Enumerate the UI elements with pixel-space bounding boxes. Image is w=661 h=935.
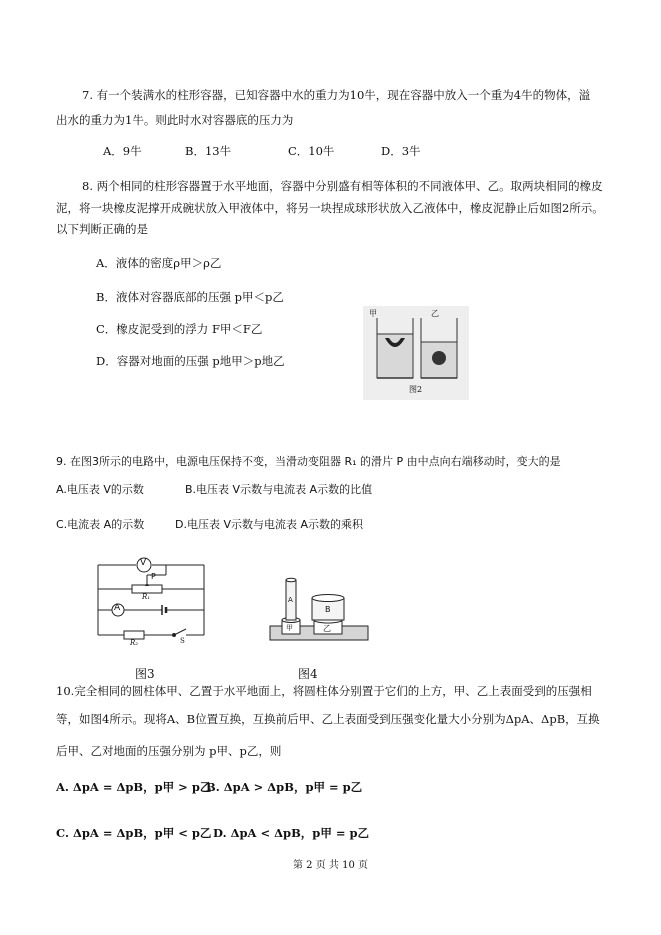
q9-stem: 9. 在图3所示的电路中，电源电压保持不变，当滑动变阻器 R₁ 的滑片 P 由中点向右端移动时，变大的是	[56, 455, 561, 468]
voltmeter-label: V	[140, 558, 147, 568]
circuit-drawing	[94, 555, 209, 645]
q7-option-c: C．10牛	[288, 144, 335, 158]
page-footer: 第 2 页 共 10 页	[293, 860, 368, 871]
q8-option-c: C．橡皮泥受到的浮力 F甲＜F乙	[96, 322, 263, 336]
q8-stem-line2: 泥，将一块橡皮泥撑开成碗状放入甲液体中，将另一块捏成球形状放入乙液体中，橡皮泥静止后如图2所示。	[56, 201, 604, 215]
q10-option-b: B. ΔpA > ΔpB，p甲 = p乙	[206, 780, 363, 794]
q8-stem-line3: 以下判断正确的是	[56, 222, 148, 236]
q9-option-a: A.电压表 V的示数	[56, 483, 144, 496]
q9-option-b: B.电压表 V示数与电流表 A示数的比值	[185, 483, 373, 496]
base-yi-label: 乙	[323, 624, 331, 633]
slider-label: P	[151, 572, 156, 581]
figure-4-cylinders	[268, 574, 370, 644]
ammeter-label: A	[114, 603, 121, 613]
figure-3-caption: 图3	[135, 667, 155, 681]
switch-label: S	[180, 637, 185, 645]
q9-option-c: C.电流表 A的示数	[56, 518, 145, 531]
cylinders-drawing	[268, 574, 370, 644]
r1-label: R₁	[142, 593, 151, 601]
q10-stem-line1: 10.完全相同的圆柱体甲、乙置于水平地面上，将圆柱体分别置于它们的上方，甲、乙上表面受到的压强相	[56, 684, 592, 698]
q8-option-a: A．液体的密度ρ甲＞ρ乙	[96, 256, 222, 270]
q7-stem-line1: 7. 有一个装满水的柱形容器，已知容器中水的重力为10牛，现在容器中放入一个重为4牛的物体，溢	[82, 88, 591, 102]
q8-option-b: B．液体对容器底部的压强 p甲＜p乙	[96, 290, 284, 304]
q8-option-d: D．容器对地面的压强 p地甲＞p地乙	[96, 354, 285, 368]
fig2-label-right: 乙	[431, 309, 439, 318]
q7-stem-line2: 出水的重力为1牛。则此时水对容器底的压力为	[56, 113, 294, 127]
q10-stem-line2: 等，如图4所示。现将A、B位置互换，互换前后甲、乙上表面受到压强变化量大小分别为ΔpA、ΔpB，互换	[56, 712, 600, 726]
q10-stem-line3: 后甲、乙对地面的压强分别为 p甲、p乙，则	[56, 744, 282, 758]
q7-option-b: B．13牛	[185, 144, 232, 158]
figure-3-circuit	[94, 555, 209, 645]
cylinder-b-label: B	[325, 605, 331, 614]
r2-label: R₂	[130, 639, 139, 647]
cylinder-a-label: A	[288, 596, 293, 604]
figure-4-caption: 图4	[298, 667, 318, 681]
base-jia-label: 甲	[286, 624, 293, 632]
q7-option-d: D．3牛	[381, 144, 421, 158]
q10-option-a: A. ΔpA = ΔpB，p甲 > p乙	[56, 780, 212, 794]
fig2-caption: 图2	[409, 385, 423, 394]
q7-option-a: A．9牛	[103, 144, 142, 158]
figure-2	[363, 306, 469, 400]
q10-option-d: D. ΔpA < ΔpB，p甲 = p乙	[213, 826, 370, 840]
q8-stem-line1: 8. 两个相同的柱形容器置于水平地面，容器中分别盛有相等体积的不同液体甲、乙。取两块相同的橡皮	[82, 179, 603, 193]
q9-option-d: D.电压表 V示数与电流表 A示数的乘积	[175, 518, 364, 531]
q10-option-c: C. ΔpA = ΔpB，p甲 < p乙	[56, 826, 212, 840]
fig2-label-left: 甲	[369, 309, 377, 318]
